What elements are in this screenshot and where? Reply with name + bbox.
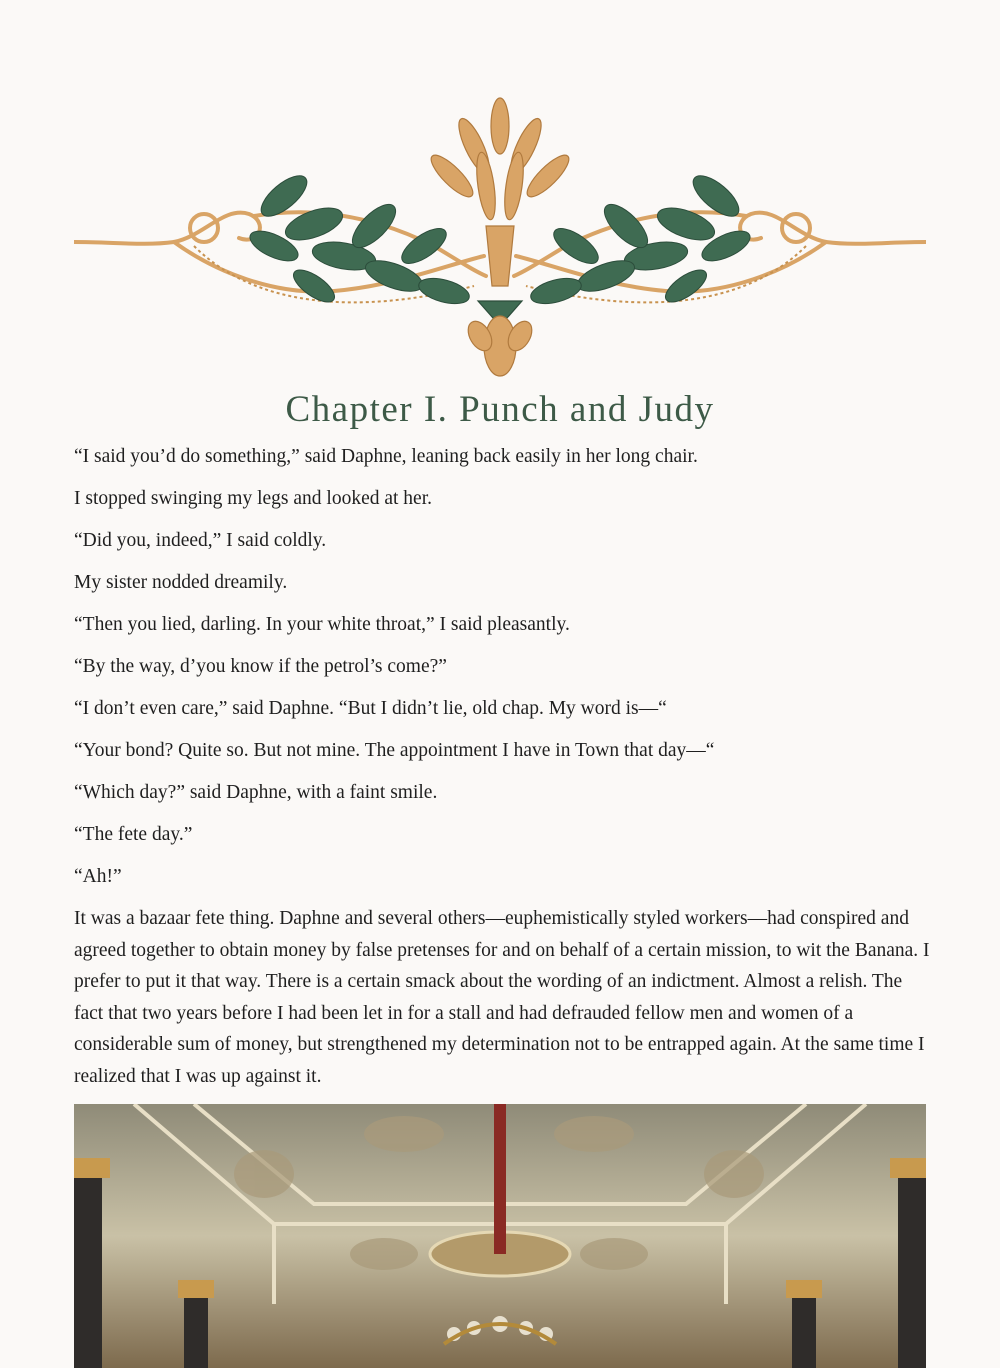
paragraph: “Ah!” [74, 866, 122, 887]
paragraph: “I don’t even care,” said Daphne. “But I didn’t lie, old chap. My word is—“ [74, 698, 667, 719]
paragraph: “Your bond? Quite so. But not mine. The appointment I have in Town that day—“ [74, 740, 715, 761]
paragraph: “Then you lied, darling. In your white throat,” I said pleasantly. [74, 614, 570, 635]
chapter-title: Chapter I. Punch and Judy [285, 389, 715, 430]
paragraph: “By the way, d’you know if the petrol’s come?” [74, 656, 447, 677]
paragraph: “The fete day.” [74, 824, 193, 845]
paragraph: It was a bazaar fete thing. Daphne and several others—euphemistically styled workers—had conspired and agreed together to obtain money by false pretenses for and on behalf of a certain mission, to wit the Banana. I prefer to put it that way. There is a certain smack about the wording of an indictment. Almost a relish. The fact that two years before I had been let in for a stall and had defrauded fellow men and women of a considerable sum of money, but strengthened my determination not to be entrapped again. At the same time I realized that I was up against it. [74, 908, 930, 1087]
chapter-body [74, 441, 932, 1103]
paragraph: I stopped swinging my legs and looked at her. [74, 488, 432, 509]
palace-hall-illustration [74, 1104, 926, 1368]
paragraph: My sister nodded dreamily. [74, 572, 288, 593]
paragraph: “Which day?” said Daphne, with a faint smile. [74, 782, 438, 803]
header-ornament [74, 96, 926, 388]
paragraph: “I said you’d do something,” said Daphne, leaning back easily in her long chair. [74, 446, 698, 467]
paragraph: “Did you, indeed,” I said coldly. [74, 530, 327, 551]
